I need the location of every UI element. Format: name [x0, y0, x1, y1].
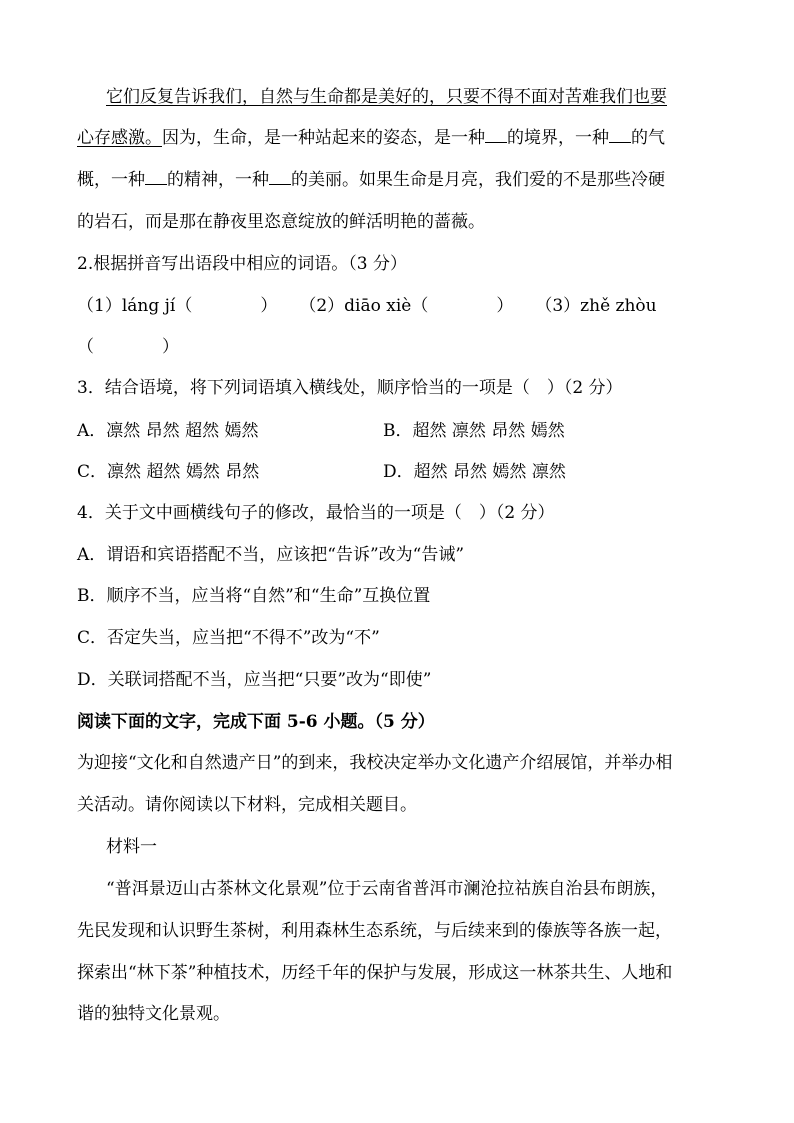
question-4-option-b: B．顺序不当，应当将“自然”和“生命”互换位置: [77, 586, 431, 606]
material-line-1: “普洱景迈山古茶林文化景观”位于云南省普洱市澜沧拉祜族自治县布朗族，: [106, 879, 668, 899]
passage-line-1: [106, 85, 667, 109]
question-4-option-d: D．关联词搭配不当，应当把“只要”改为“即使”: [77, 670, 432, 690]
pinyin-item-3: （3）zhě zhòu: [535, 296, 657, 316]
section-heading: 阅读下面的文字，完成下面 5-6 小题。（5 分）: [77, 712, 435, 732]
question-2-items: [77, 294, 657, 318]
material-line-3: 探索出“林下茶”种植技术，历经千年的保护与发展，形成这一林茶共生、人地和: [77, 963, 673, 983]
question-3-stem: 3．结合语境，将下列词语填入横线处，顺序恰当的一项是（ ）（2 分）: [77, 378, 623, 398]
pinyin-item-2: （2）diāo xiè（ ）: [299, 296, 514, 316]
passage-line-4: [77, 210, 485, 234]
passage-text: 的境界，一种: [507, 128, 609, 148]
question-3-option-b: B．超然 凛然 昂然 嫣然: [383, 421, 565, 441]
material-line-4: 谐的独特文化景观。: [77, 1004, 230, 1024]
fill-blank: [609, 126, 631, 143]
question-3-option-a: A．凛然 昂然 超然 嫣然: [77, 421, 259, 441]
passage-text: 因为，生命，是一种站起来的姿态，是一种: [162, 128, 485, 148]
underlined-sentence-part-1: 它们反复告诉我们，自然与生命都是美好的，只要不得不面对苦难我们也要: [106, 87, 667, 107]
question-2-stem: 2.根据拼音写出语段中相应的词语。（3 分）: [77, 254, 407, 274]
passage-text: 概，一种: [77, 170, 145, 190]
pinyin-item-1: （1）láng jí（ ）: [77, 296, 278, 316]
section-intro-line-1: 为迎接“文化和自然遗产日”的到来，我校决定举办文化遗产介绍展馆，并举办相: [77, 753, 673, 773]
fill-blank: [269, 168, 291, 185]
passage-line-3: [77, 168, 665, 192]
passage-text: 的气: [631, 128, 665, 148]
passage-line-2: [77, 126, 665, 150]
passage-text: 的岩石，而是那在静夜里恣意绽放的鲜活明艳的蔷薇。: [77, 212, 485, 232]
fill-blank: [145, 168, 167, 185]
question-4-option-a: A．谓语和宾语搭配不当，应该把“告诉”改为“告诫”: [77, 545, 465, 565]
question-3-option-d: D．超然 昂然 嫣然 凛然: [383, 462, 566, 482]
passage-text: 的美丽。如果生命是月亮，我们爱的不是那些冷硬: [291, 170, 665, 190]
question-4-stem: 4．关于文中画横线句子的修改，最恰当的一项是（ ）（2 分）: [77, 503, 555, 523]
pinyin-item-3-blank: （ ）: [77, 337, 179, 357]
passage-text: 的精神，一种: [167, 170, 269, 190]
question-4-option-c: C．否定失当，应当把“不得不”改为“不”: [77, 628, 380, 648]
section-intro-line-2: 关活动。请你阅读以下材料，完成相关题目。: [77, 795, 417, 815]
material-title: 材料一: [106, 837, 157, 857]
fill-blank: [485, 126, 507, 143]
material-line-2: 先民发现和认识野生茶树，利用森林生态系统，与后续来到的傣族等各族一起，: [77, 921, 672, 941]
question-3-option-c: C．凛然 超然 嫣然 昂然: [77, 462, 260, 482]
underlined-sentence-part-2: 心存感激。: [77, 128, 162, 148]
